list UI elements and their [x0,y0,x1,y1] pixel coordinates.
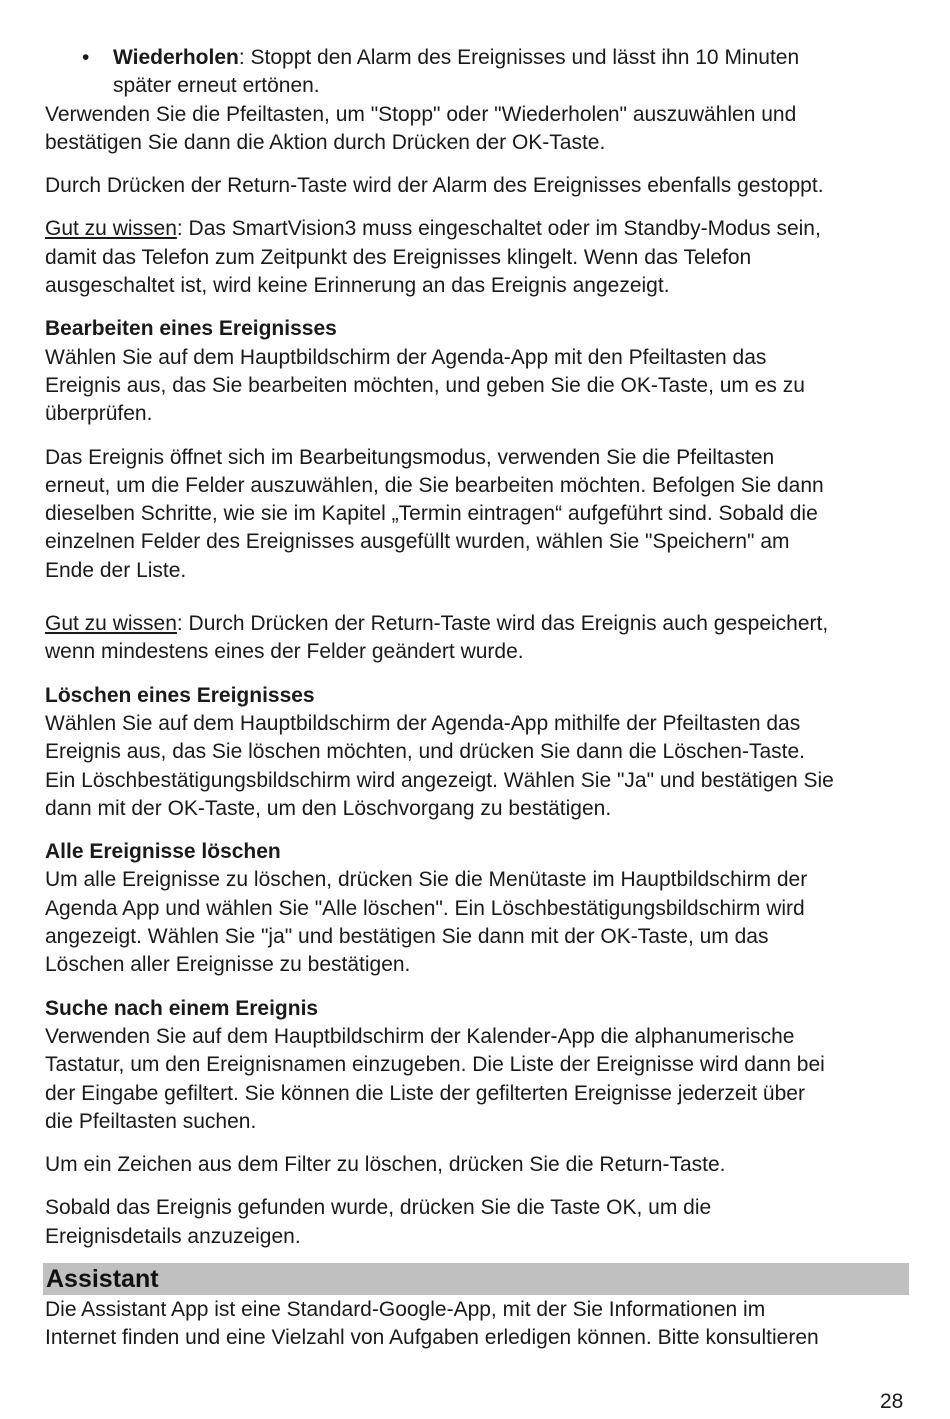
text-line: einzelnen Felder des Ereignisses ausgefüllt wurden, wählen Sie "Speichern" am [45,530,790,554]
section-header-bar [43,1263,909,1295]
paragraph-return-stops-alarm [45,172,910,200]
bullet-text: : Stoppt den Alarm des Ereignisses und lässt ihn 10 Minuten [238,46,800,69]
text-line: Sobald das Ereignis gefunden wurde, drücken Sie die Taste OK, um die [45,1196,712,1220]
text-line: erneut, um die Felder auszuwählen, die Sie bearbeiten möchten. Befolgen Sie dann [45,473,824,497]
text-line: Um ein Zeichen aus dem Filter zu löschen, drücken Sie die Return-Taste. [45,1153,726,1177]
paragraph-edit-mode [45,444,910,585]
section-delete-all [45,838,910,979]
text-line: die Pfeiltasten suchen. [45,1109,257,1133]
paragraph-select-action [45,101,910,158]
bullet-line-1 [113,44,910,72]
bullet-item-wiederholen [45,44,910,101]
note-standby [45,215,910,300]
note-label: Gut zu wissen [45,612,177,636]
text-line: wenn mindestens eines der Felder geändert wurde. [45,640,524,664]
heading-delete-event: Löschen eines Ereignisses [45,683,315,707]
heading-edit-event: Bearbeiten eines Ereignisses [45,317,337,341]
text-line: Ende der Liste. [45,558,187,582]
document-body [45,44,910,1266]
text-line: Wählen Sie auf dem Hauptbildschirm der Agenda-App mithilfe der Pfeiltasten das [45,711,801,735]
note-text: : Das SmartVision3 muss eingeschaltet oder im Standby-Modus sein, [176,217,821,241]
text-line: Die Assistant App ist eine Standard-Google-App, mit der Sie Informationen im [45,1298,766,1321]
paragraph-show-details [45,1194,910,1251]
bullet-line-2: später erneut ertönen. [113,74,320,98]
text-line: Internet finden und eine Vielzahl von Aufgaben erledigen können. Bitte konsultieren [45,1326,819,1350]
text-line [45,215,910,243]
text-line: überprüfen. [45,402,153,426]
text-line [45,610,910,638]
heading-search-event: Suche nach einem Ereignis [45,996,319,1020]
text-line: der Eingabe gefiltert. Sie können die Liste der gefilterten Ereignisse jederzeit über [45,1081,805,1105]
text-line: Ereignisdetails anzuzeigen. [45,1224,301,1248]
section-edit-event [45,315,910,428]
text-line: angezeigt. Wählen Sie "ja" und bestätigen Sie dann mit der OK-Taste, um das [45,925,769,949]
text-line: Um alle Ereignisse zu löschen, drücken Sie die Menütaste im Hauptbildschirm der [45,868,808,892]
text-line: dieselben Schritte, wie sie im Kapitel „Termin eintragen“ aufgeführt sind. Sobald die [45,502,818,526]
text-line: ausgeschaltet ist, wird keine Erinnerung an das Ereignis angezeigt. [45,274,670,298]
text-line: Agenda App und wählen Sie "Alle löschen". Ein Löschbestätigungsbildschirm wird [45,896,805,920]
page-number: 28 [880,1390,904,1413]
text-line: Ein Löschbestätigungsbildschirm wird angezeigt. Wählen Sie "Ja" und bestätigen Sie [45,768,834,792]
text-line: Das Ereignis öffnet sich im Bearbeitungsmodus, verwenden Sie die Pfeiltasten [45,445,775,469]
text-line: Verwenden Sie die Pfeiltasten, um "Stopp" oder "Wiederholen" auszuwählen und [45,102,797,126]
note-return-saves [45,610,910,667]
text-line: bestätigen Sie dann die Aktion durch Drücken der OK-Taste. [45,130,606,154]
section-title-assistant: Assistant [46,1265,159,1293]
section-search-event [45,995,910,1136]
section-assistant-body [45,1296,910,1353]
text-line: Wählen Sie auf dem Hauptbildschirm der Agenda-App mit den Pfeiltasten das [45,345,767,369]
note-text: : Durch Drücken der Return-Taste wird das Ereignis auch gespeichert, [176,612,829,636]
bullet-dot: • [82,46,90,69]
text-line: Durch Drücken der Return-Taste wird der Alarm des Ereignisses ebenfalls gestoppt. [45,174,824,198]
text-line: dann mit der OK-Taste, um den Löschvorgang zu bestätigen. [45,796,612,820]
section-delete-event [45,682,910,823]
text-line: Tastatur, um den Ereignisnamen einzugeben. Die Liste der Ereignisse wird dann bei [45,1053,825,1077]
paragraph-delete-char [45,1151,910,1179]
heading-delete-all: Alle Ereignisse löschen [45,840,281,864]
note-label: Gut zu wissen [45,217,177,241]
text-line: Verwenden Sie auf dem Hauptbildschirm der Kalender-App die alphanumerische [45,1024,795,1048]
text-line: Ereignis aus, das Sie bearbeiten möchten, und geben Sie die OK-Taste, um es zu [45,373,805,397]
text-line: Löschen aller Ereignisse zu bestätigen. [45,953,411,977]
bullet-term: Wiederholen [113,46,239,69]
text-line: Ereignis aus, das Sie löschen möchten, und drücken Sie dann die Löschen-Taste. [45,740,805,764]
text-line: damit das Telefon zum Zeitpunkt des Ereignisses klingelt. Wenn das Telefon [45,245,752,269]
